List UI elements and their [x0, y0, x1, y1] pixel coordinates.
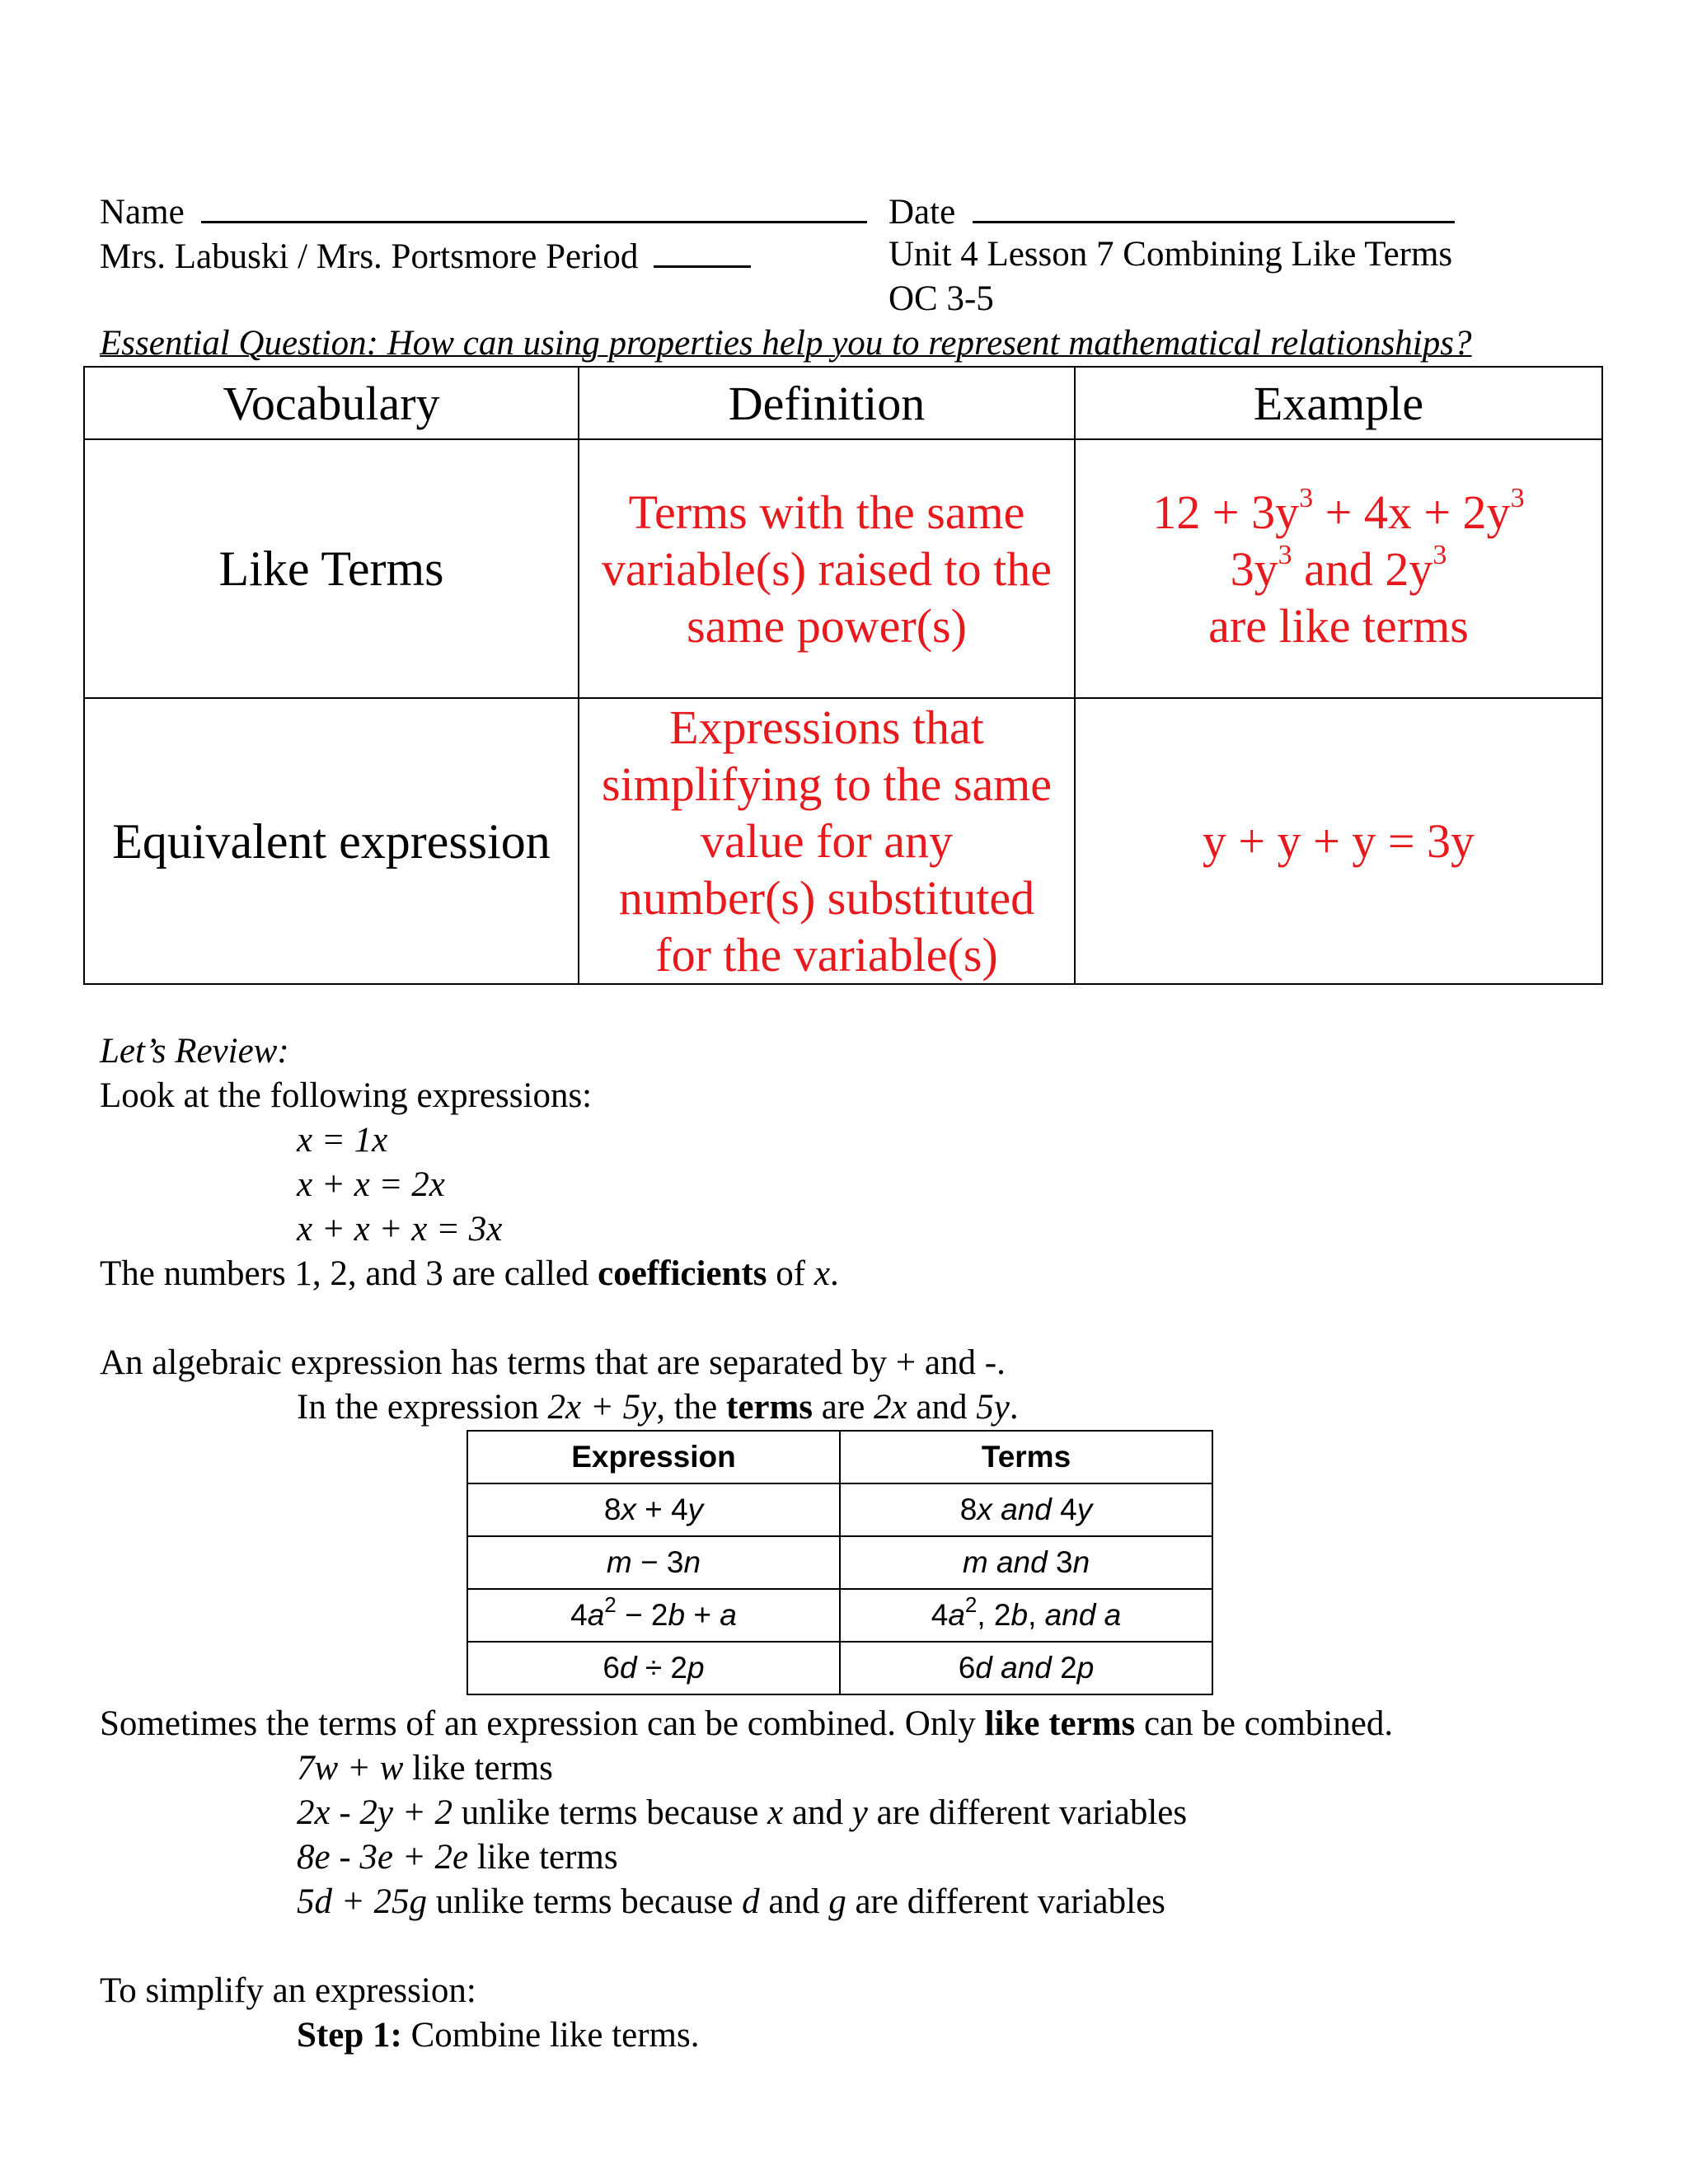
text-run: , the	[656, 1388, 718, 1427]
vocab-example	[1075, 698, 1602, 984]
review-heading: Let’s Review:	[100, 1032, 289, 1071]
table-row	[84, 439, 1602, 698]
table-row	[467, 1536, 1212, 1589]
text-run: In the expression	[297, 1388, 539, 1427]
bold-term: terms	[726, 1388, 814, 1427]
text-run: are	[821, 1388, 865, 1427]
variable: y	[851, 1793, 868, 1832]
step-text: Combine like terms.	[410, 2016, 700, 2055]
vocab-term: Like Terms	[84, 439, 579, 698]
period-blank[interactable]	[654, 232, 751, 268]
text-run: and	[791, 1793, 844, 1832]
table-row	[467, 1589, 1212, 1642]
text-run: are different variables	[876, 1793, 1188, 1832]
text-run: Sometimes the terms of an expression can be combined. Only	[100, 1704, 976, 1743]
expression: 2x	[874, 1388, 907, 1427]
terms-table	[467, 1430, 1213, 1695]
coefficients-sentence	[100, 1252, 839, 1296]
expression-cell: $4a^2 - 2b + a$	[467, 1589, 840, 1642]
vocab-definition: Terms with the same variable(s) raised to the same power(s)	[579, 439, 1075, 698]
vocab-header: Vocabulary	[84, 367, 579, 439]
terms-cell: $4a^2$, 2b, and a	[840, 1589, 1212, 1642]
expression-cell: 8x + 4y	[467, 1483, 840, 1536]
simplify-intro: To simplify an expression:	[100, 1971, 476, 2010]
combine-example	[297, 1835, 618, 1880]
table-row	[467, 1483, 1212, 1536]
variable: g	[828, 1882, 846, 1921]
table-row	[84, 698, 1602, 984]
combine-example	[297, 1746, 553, 1791]
simplify-step	[297, 2013, 699, 2058]
definition-header: Definition	[579, 367, 1075, 439]
terms-example-sentence	[297, 1385, 1019, 1430]
expression-line: x + x = 2x	[297, 1165, 445, 1204]
vocab-definition: Expressions that simplifying to the same value for any number(s) substituted for the variable(s)	[579, 698, 1075, 984]
example-line: y + y + y = 3y	[1202, 814, 1475, 868]
name-line	[100, 188, 867, 235]
step-label: Step 1:	[297, 2016, 402, 2055]
text-run: are different variables	[855, 1882, 1165, 1921]
expression: 2x - 2y + 2	[297, 1793, 453, 1832]
combine-example	[297, 1880, 1165, 1924]
teachers-line	[100, 232, 751, 279]
expression-line: x = 1x	[297, 1121, 388, 1160]
terms-header: Terms	[840, 1431, 1212, 1483]
terms-sentence: An algebraic expression has terms that are separated by + and -.	[100, 1343, 1006, 1382]
lesson-title: Unit 4 Lesson 7 Combining Like Terms	[889, 235, 1453, 274]
expression-header: Expression	[467, 1431, 840, 1483]
vocab-example	[1075, 439, 1602, 698]
table-row	[467, 1642, 1212, 1694]
essential-question: Essential Question: How can using properties help you to represent mathematical relationships?	[100, 324, 1472, 363]
text-run: The numbers 1, 2, and 3 are called	[100, 1254, 589, 1293]
text-run: like terms	[476, 1838, 618, 1877]
text-run: like terms	[412, 1749, 553, 1788]
date-blank[interactable]	[973, 188, 1455, 223]
bold-term: coefficients	[598, 1254, 767, 1293]
name-label: Name	[100, 193, 185, 232]
example-line: $12 + 3y^3 + 4x + 2y^3$	[1152, 482, 1525, 539]
text-run: .	[829, 1254, 839, 1293]
expression-line: x + x + x = 3x	[297, 1210, 503, 1249]
example-line: $3y^3$ and $2y^3$	[1230, 539, 1447, 596]
text-run: unlike terms because	[435, 1882, 734, 1921]
review-intro: Look at the following expressions:	[100, 1076, 593, 1115]
expression: 5y	[976, 1388, 1010, 1427]
name-blank[interactable]	[201, 188, 867, 223]
text-run: .	[1009, 1388, 1019, 1427]
terms-cell: m and 3n	[840, 1536, 1212, 1589]
expression: 8e - 3e + 2e	[297, 1838, 469, 1877]
bold-term: like terms	[984, 1704, 1136, 1743]
standard-code: OC 3-5	[889, 279, 994, 318]
text-run: of	[776, 1254, 806, 1293]
example-header: Example	[1075, 367, 1602, 439]
variable: d	[742, 1882, 760, 1921]
teachers-label: Mrs. Labuski / Mrs. Portsmore Period	[100, 237, 639, 276]
text-run: unlike terms because	[461, 1793, 759, 1832]
terms-cell: 6d and 2p	[840, 1642, 1212, 1694]
expression-cell: m − 3n	[467, 1536, 840, 1589]
text-run: can be combined.	[1144, 1704, 1394, 1743]
expression: 5d + 25g	[297, 1882, 428, 1921]
variable: x	[767, 1793, 784, 1832]
combine-sentence	[100, 1702, 1393, 1746]
example-line: are like terms	[1208, 598, 1469, 653]
expression: 2x + 5y	[547, 1388, 657, 1427]
combine-example	[297, 1791, 1187, 1835]
vocabulary-table	[83, 366, 1603, 985]
text-run: and	[916, 1388, 968, 1427]
text-run: and	[768, 1882, 820, 1921]
expression-cell: 6d ÷ 2p	[467, 1642, 840, 1694]
date-label: Date	[889, 193, 956, 232]
terms-cell: 8x and 4y	[840, 1483, 1212, 1536]
variable: x	[814, 1254, 830, 1293]
vocab-term: Equivalent expression	[84, 698, 579, 984]
expression: 7w + w	[297, 1749, 404, 1788]
date-line	[889, 188, 1455, 235]
